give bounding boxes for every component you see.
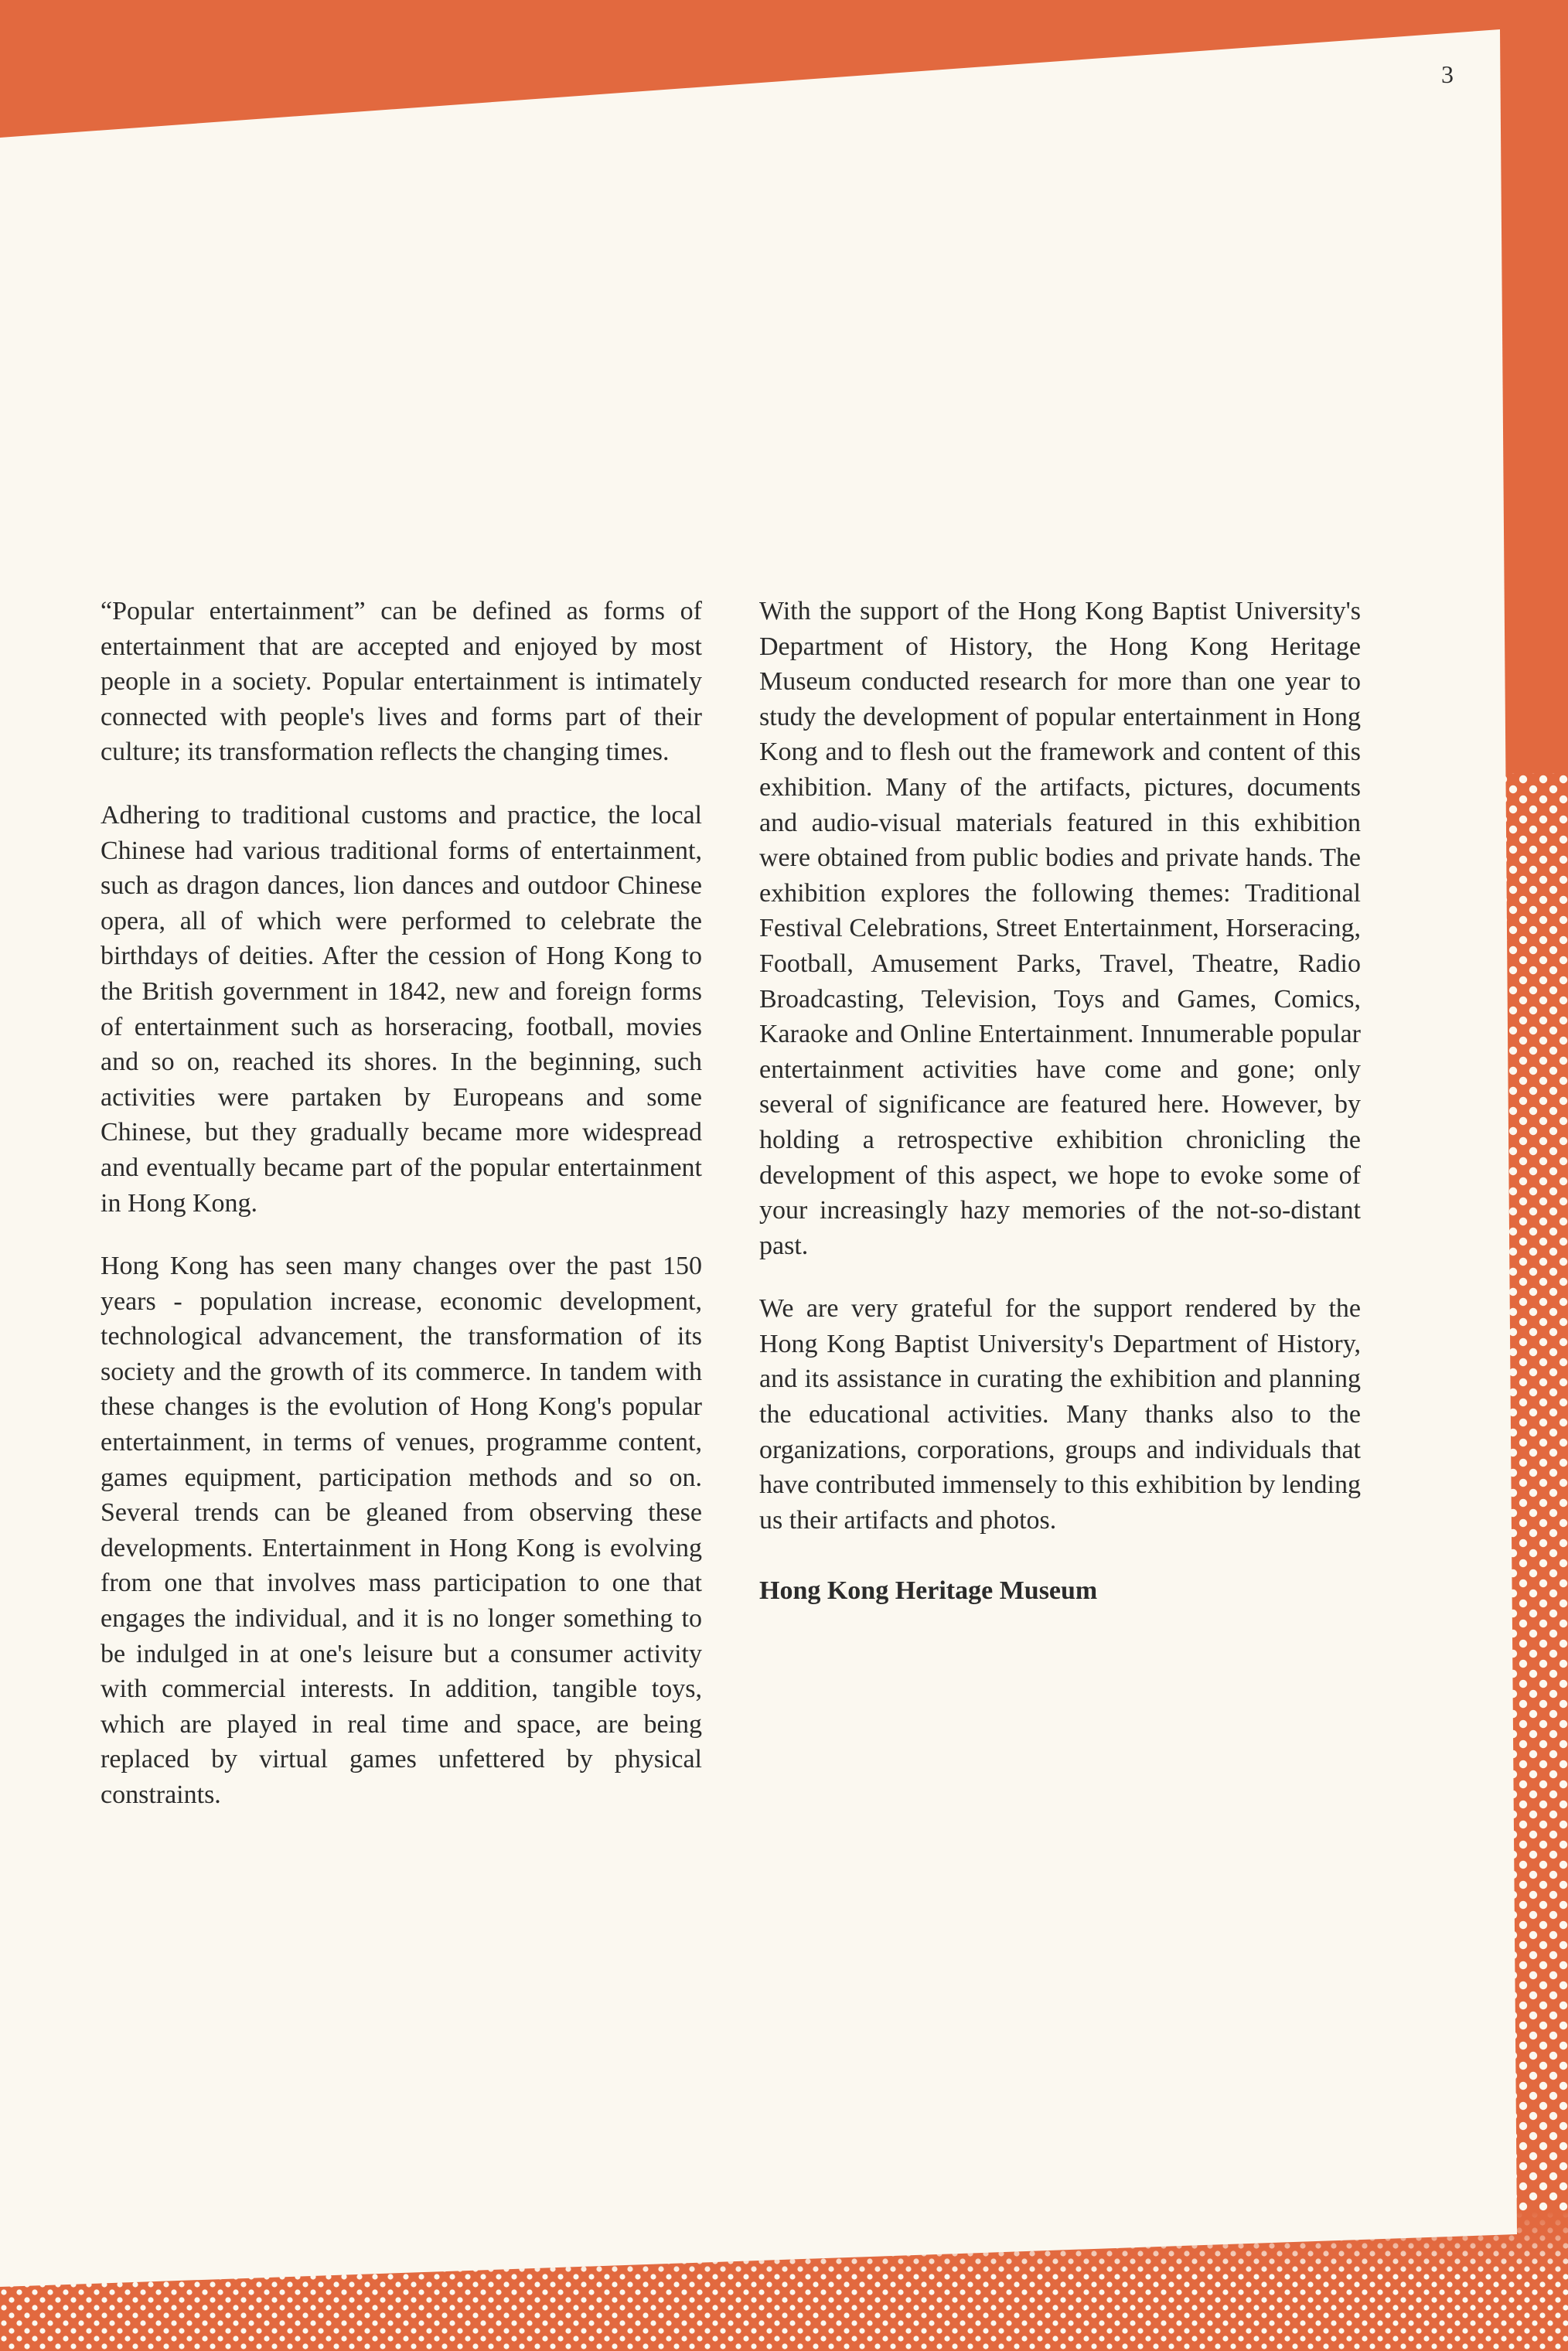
paragraph: We are very grateful for the support rendered by the Hong Kong Baptist University's Department of History, and its assistance in curating the exhibition and planning the educational activities. Many thanks also to the organizations, corporations, groups and individuals that have contributed immensely to this exhibition by lending us their artifacts and photos. bbox=[759, 1294, 1361, 1535]
left-text-column bbox=[101, 594, 702, 1841]
paragraph: Adhering to traditional customs and practice, the local Chinese had various traditional forms of entertainment, such as dragon dances, lion dances and outdoor Chinese opera, all of which were performed to celebrate the birthdays of deities. After the cession of Hong Kong to the British government in 1842, new and foreign forms of entertainment such as horseracing, football, movies and so on, reached its shores. In the beginning, such activities were partaken by Europeans and some Chinese, but they gradually became more widespread and eventually became part of the popular entertainment in Hong Kong. bbox=[101, 800, 702, 1218]
page-number: 3 bbox=[1441, 60, 1454, 88]
paragraph: With the support of the Hong Kong Baptist University's Department of History, the Hong Kong Heritage Museum conducted research for more than one year to study the development of popular entertainment in Hong Kong and to flesh out the framework and content of this exhibition. Many of the artifacts, pictures, documents and audio-visual materials featured in this exhibition were obtained from public bodies and private hands. The exhibition explores the following themes: Traditional Festival Celebrations, Street Entertainment, Horseracing, Football, Amusement Parks, Travel, Theatre, Radio Broadcasting, Television, Toys and Games, Comics, Karaoke and Online Entertainment. Innumerable popular entertainment activities have come and gone; only several of significance are featured here. However, by holding a retrospective exhibition chronicling the development of this aspect, we hope to evoke some of your increasingly hazy memories of the not-so-distant past. bbox=[759, 597, 1361, 1260]
paragraph: “Popular entertainment” can be defined as forms of entertainment that are accepted and enjoyed by most people in a society. Popular entertainment is intimately connected with people's lives and forms part of their culture; its transformation reflects the changing times. bbox=[101, 597, 702, 767]
right-text-column bbox=[759, 594, 1361, 1637]
signature: Hong Kong Heritage Museum bbox=[759, 1576, 1098, 1606]
paragraph: Hong Kong has seen many changes over the past 150 years - population increase, economic development, technological advancement, the transformation of its society and the growth of its commerce. In tandem with these changes is the evolution of Hong Kong's popular entertainment, in terms of venues, programme content, games equipment, participation methods and so on. Several trends can be gleaned from observing these developments. Entertainment in Hong Kong is evolving from one that involves mass participation to one that engages the individual, and it is no longer something to be indulged in at one's leisure but a consumer activity with commercial interests. In addition, tangible toys, which are played in real time and space, are being replaced by virtual games unfettered by physical constraints. bbox=[101, 1252, 702, 1809]
